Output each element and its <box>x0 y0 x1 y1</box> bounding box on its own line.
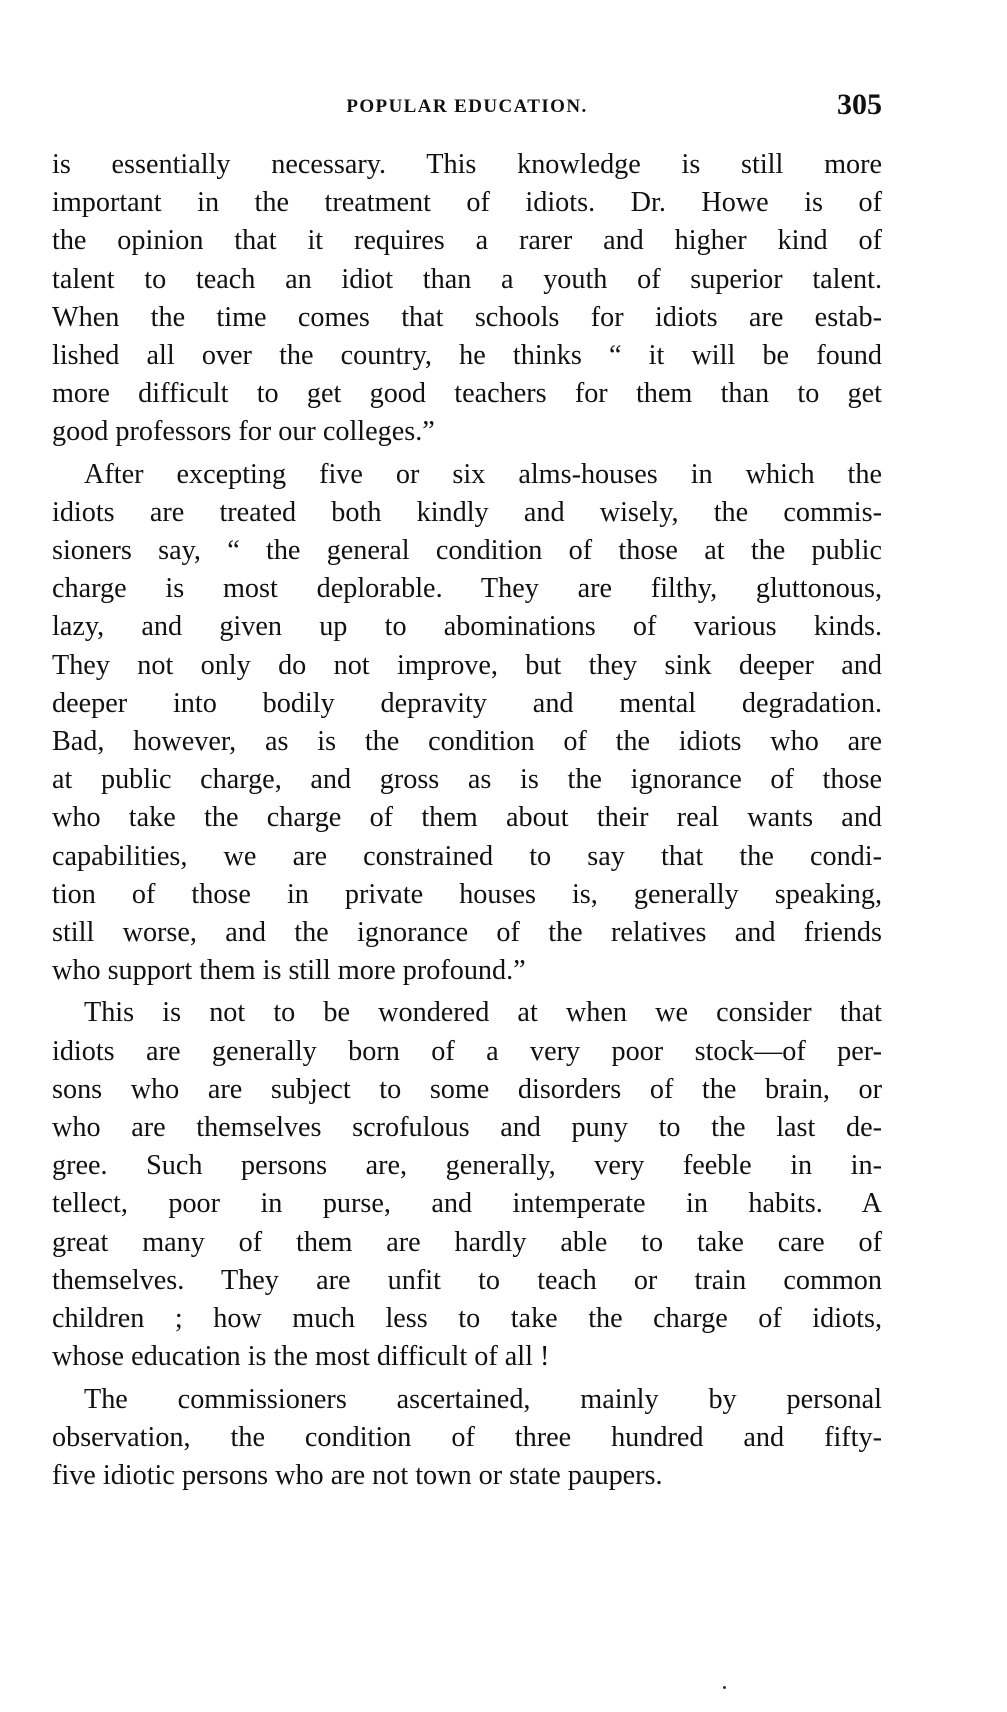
text-line: This is not to be wondered at when we consider that <box>84 997 882 1029</box>
text-line: the opinion that it requires a rarer and higher kind of <box>52 225 882 257</box>
text-line: idiots are generally born of a very poor stock—of per- <box>52 1035 882 1067</box>
text-line: lished all over the country, he thinks “ it will be found <box>52 340 882 372</box>
page-number: 305 <box>837 88 882 121</box>
text-line: lazy, and given up to abominations of various kinds. <box>52 611 882 643</box>
text-line: sioners say, “ the general condition of those at the public <box>52 535 882 567</box>
text-line: The commissioners ascertained, mainly by personal <box>84 1383 882 1415</box>
text-line: who take the charge of them about their real wants and <box>52 802 882 834</box>
text-line: important in the treatment of idiots. Dr. Howe is of <box>52 187 882 219</box>
text-line: themselves. They are unfit to teach or train common <box>52 1264 882 1296</box>
text-line: is essentially necessary. This knowledge is still more <box>52 149 882 180</box>
paragraph <box>52 1381 882 1496</box>
text-line: whose education is the most difficult of all ! <box>52 1341 550 1373</box>
running-head <box>52 90 882 124</box>
running-title: POPULAR EDUCATION. <box>346 96 588 117</box>
text-line: tion of those in private houses is, generally speaking, <box>52 878 882 910</box>
text-line: Bad, however, as is the condition of the idiots who are <box>52 726 882 758</box>
paragraph <box>52 146 882 452</box>
text-line: gree. Such persons are, generally, very feeble in in- <box>52 1150 882 1182</box>
text-line: idiots are treated both kindly and wisely, the commis- <box>52 496 882 528</box>
text-line: deeper into bodily depravity and mental degradation. <box>52 687 882 719</box>
text-line: great many of them are hardly able to take care of <box>52 1226 882 1258</box>
text-line: at public charge, and gross as is the ignorance of those <box>52 764 882 796</box>
text-line: who are themselves scrofulous and puny to the last de- <box>52 1112 882 1144</box>
print-speck <box>723 1686 726 1689</box>
text-line: charge is most deplorable. They are filthy, gluttonous, <box>52 573 882 605</box>
paragraph <box>52 456 882 991</box>
text-line: more difficult to get good teachers for them than to get <box>52 378 882 410</box>
text-line: They not only do not improve, but they sink deeper and <box>52 649 882 681</box>
text-line: five idiotic persons who are not town or state paupers. <box>52 1459 663 1491</box>
text-line: observation, the condition of three hundred and fifty- <box>52 1421 882 1453</box>
text-line: good professors for our colleges.” <box>52 416 435 448</box>
text-line: When the time comes that schools for idiots are estab- <box>52 301 882 333</box>
text-line: children ; how much less to take the charge of idiots, <box>52 1303 882 1335</box>
text-line: who support them is still more profound.” <box>52 955 526 987</box>
text-line: talent to teach an idiot than a youth of superior talent. <box>52 263 882 295</box>
text-line: tellect, poor in purse, and intemperate in habits. A <box>52 1188 882 1220</box>
text-line: capabilities, we are constrained to say that the condi- <box>52 840 882 872</box>
text-line: sons who are subject to some disorders of the brain, or <box>52 1073 882 1105</box>
text-line: still worse, and the ignorance of the relatives and friends <box>52 917 882 949</box>
text-line: After excepting five or six alms-houses in which the <box>84 458 882 490</box>
paragraph <box>52 994 882 1376</box>
body-text <box>52 146 882 1495</box>
